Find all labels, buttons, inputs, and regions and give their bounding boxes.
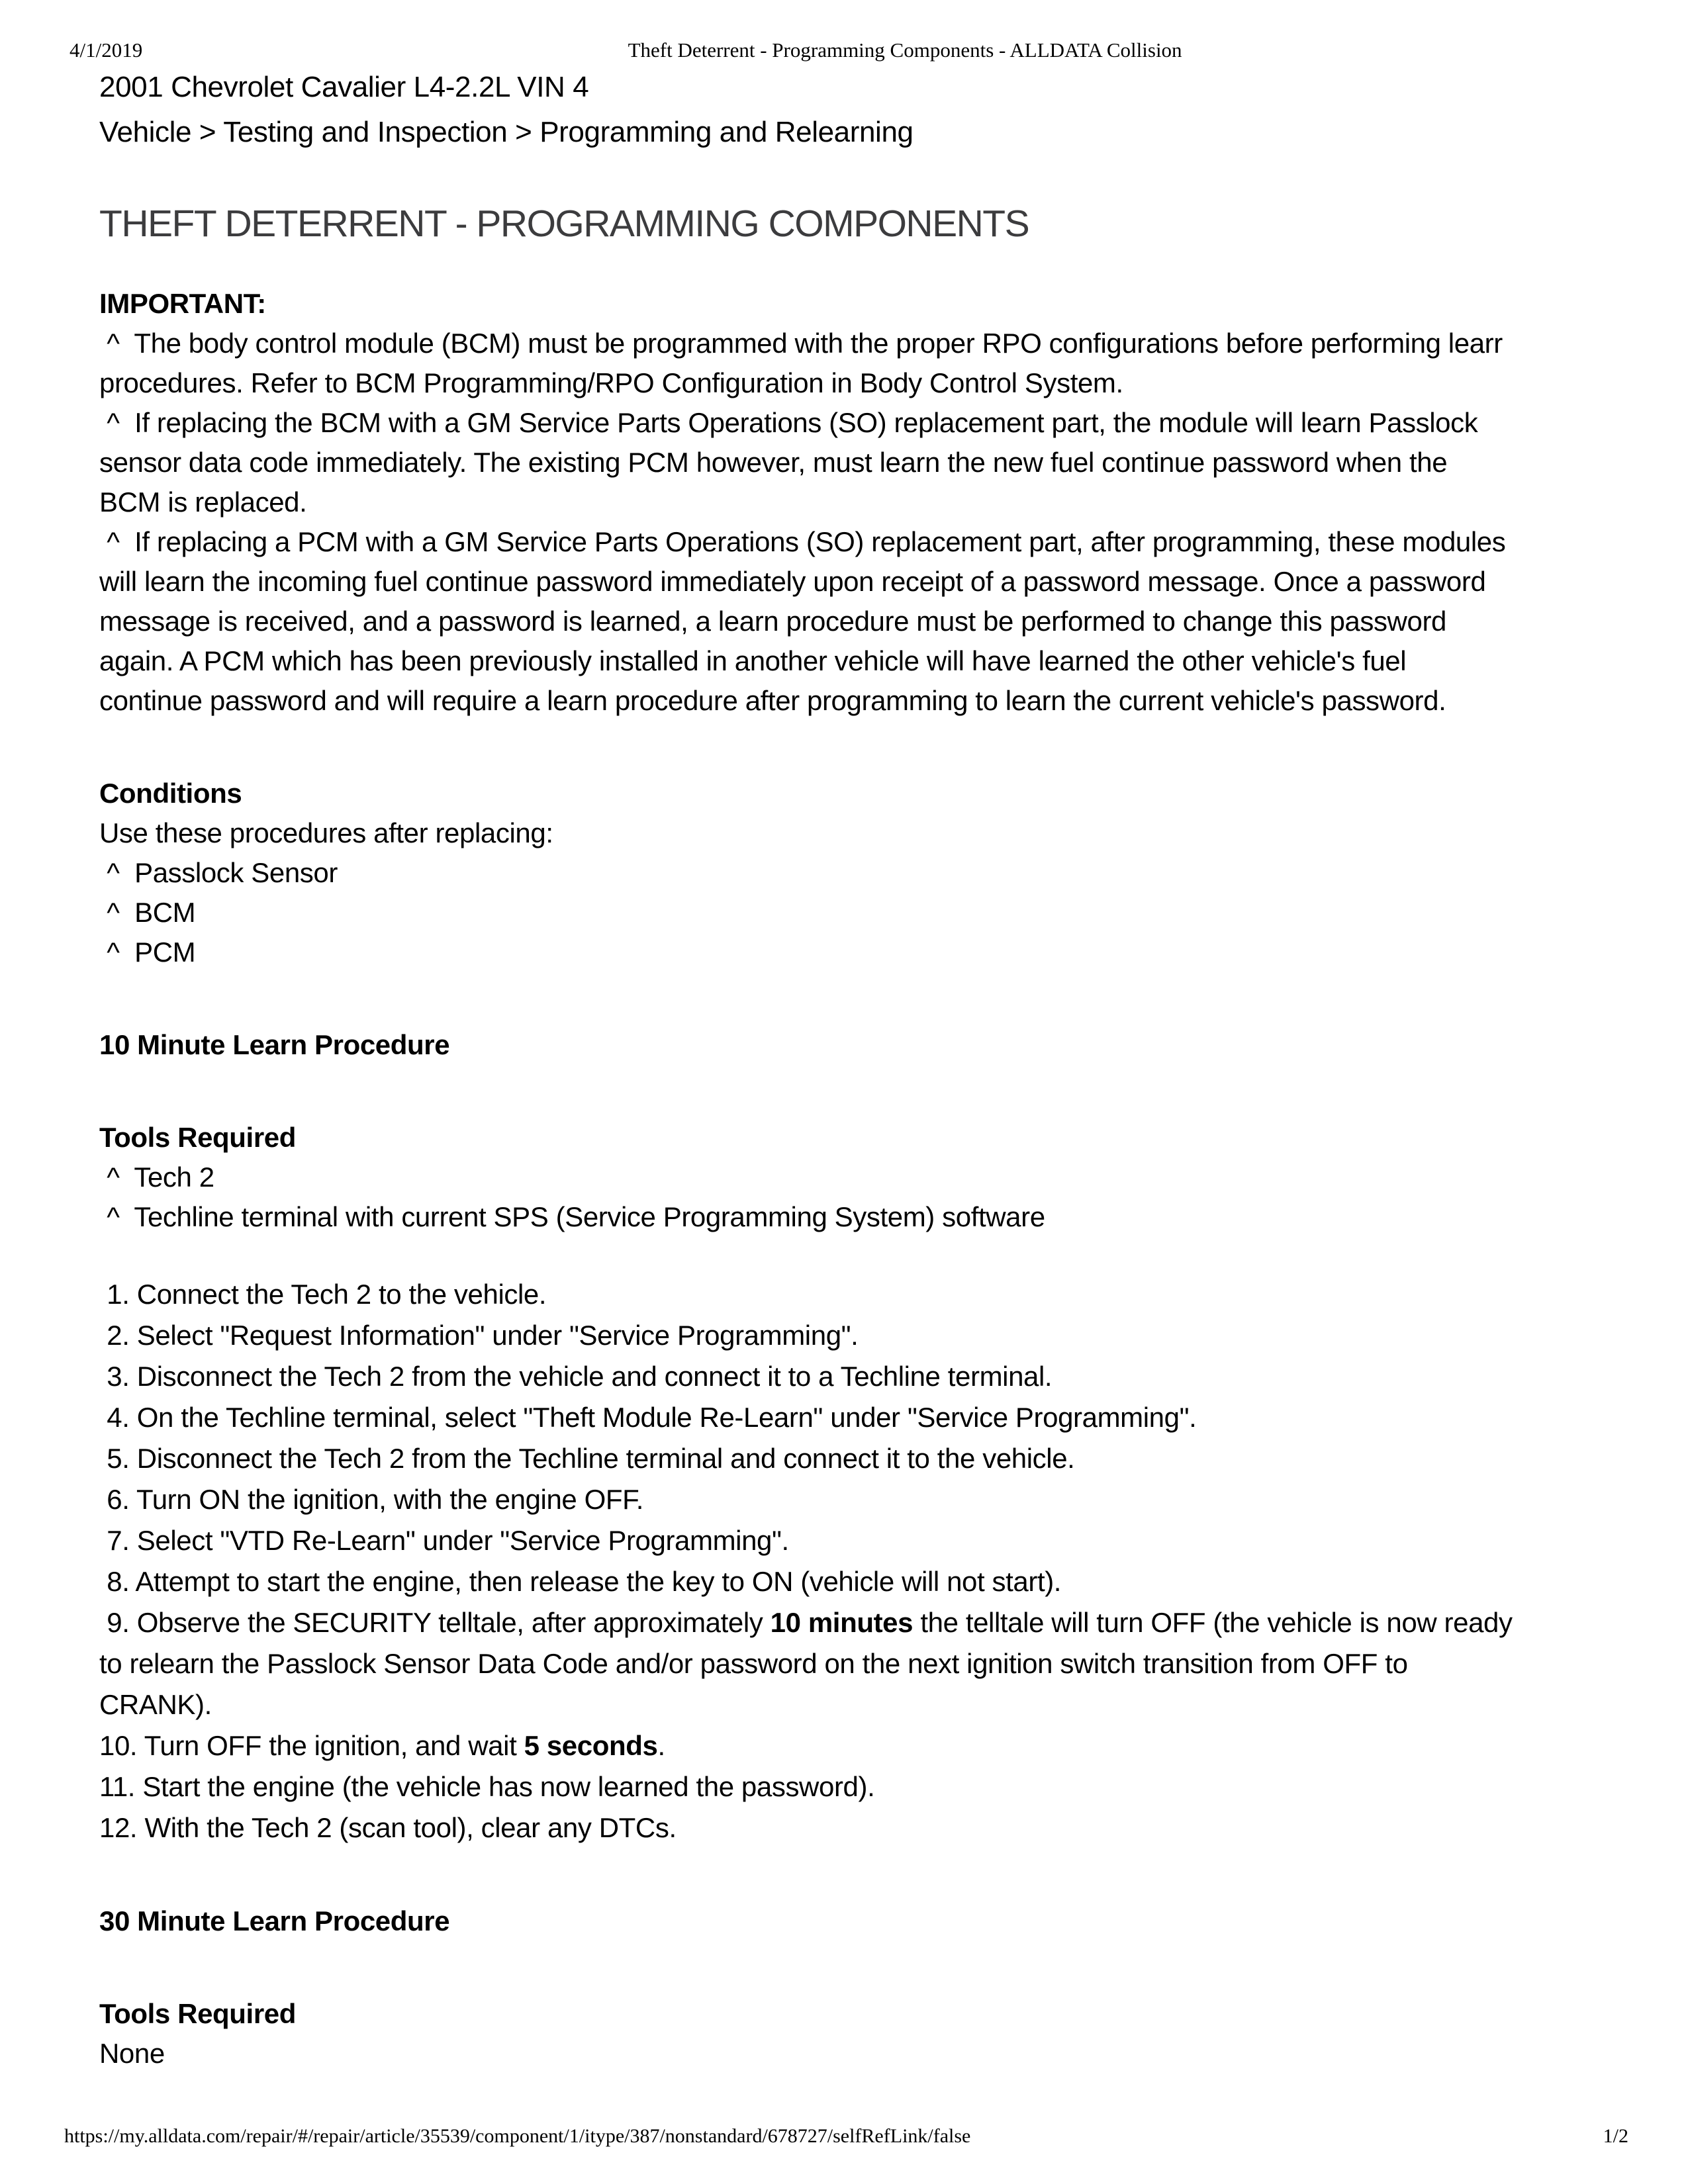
procedure-steps bbox=[99, 1274, 1648, 1848]
text-line: ^ Techline terminal with current SPS (Service Programming System) software bbox=[99, 1201, 1045, 1232]
text-line: 6. Turn ON the ignition, with the engine OFF. bbox=[99, 1484, 644, 1515]
text-line: continue password and will require a learn procedure after programming to learn the current vehicle's password. bbox=[99, 685, 1446, 716]
text-line: 2. Select "Request Information" under "Service Programming". bbox=[99, 1320, 859, 1351]
text-line: 5. Disconnect the Tech 2 from the Techline terminal and connect it to the vehicle. bbox=[99, 1443, 1075, 1474]
page-number: 1/2 bbox=[1603, 2125, 1628, 2147]
tools-required-heading-2: Tools Required bbox=[99, 1998, 296, 2029]
text-line: procedures. Refer to BCM Programming/RPO Configuration in Body Control System. bbox=[99, 367, 1123, 398]
tools-required-list-1 bbox=[99, 1158, 1648, 1237]
tools-required-list-2 bbox=[99, 2034, 1648, 2073]
text-line: 8. Attempt to start the engine, then release the key to ON (vehicle will not start). bbox=[99, 1566, 1062, 1597]
text-line: ^ If replacing the BCM with a GM Service Parts Operations (SO) replacement part, the module will learn Passlock bbox=[99, 407, 1478, 438]
text-line: ^ The body control module (BCM) must be programmed with the proper RPO configurations before performing learr bbox=[99, 328, 1503, 359]
breadcrumb: Vehicle > Testing and Inspection > Programming and Relearning bbox=[99, 116, 914, 148]
text-line: BCM is replaced. bbox=[99, 486, 307, 518]
print-header-title: Theft Deterrent - Programming Components - ALLDATA Collision bbox=[628, 38, 1182, 62]
tools-required-heading-1: Tools Required bbox=[99, 1122, 296, 1153]
vehicle-title: 2001 Chevrolet Cavalier L4-2.2L VIN 4 bbox=[99, 71, 589, 103]
thirty-minute-procedure-heading: 30 Minute Learn Procedure bbox=[99, 1905, 450, 1936]
print-footer bbox=[64, 2124, 1628, 2151]
text-line: ^ Tech 2 bbox=[99, 1161, 214, 1193]
text-line: 7. Select "VTD Re-Learn" under "Service Programming". bbox=[99, 1525, 789, 1556]
text-line: 3. Disconnect the Tech 2 from the vehicle and connect it to a Techline terminal. bbox=[99, 1361, 1053, 1392]
conditions-list bbox=[99, 813, 1648, 972]
text-line: None bbox=[99, 2038, 165, 2069]
text-line: 11. Start the engine (the vehicle has now learned the password). bbox=[99, 1771, 875, 1802]
text-line: ^ If replacing a PCM with a GM Service Parts Operations (SO) replacement part, after programming, these modules bbox=[99, 526, 1506, 557]
text-line: 9. Observe the SECURITY telltale, after approximately 10 minutes the telltale will turn OFF (the vehicle is now ready bbox=[99, 1607, 1513, 1638]
text-line: will learn the incoming fuel continue password immediately upon receipt of a password message. Once a password bbox=[99, 566, 1486, 597]
text-line: sensor data code immediately. The existing PCM however, must learn the new fuel continue password when the bbox=[99, 447, 1448, 478]
print-date: 4/1/2019 bbox=[70, 38, 143, 62]
text-line: ^ BCM bbox=[99, 897, 196, 928]
text-line: to relearn the Passlock Sensor Data Code and/or password on the next ignition switch transition from OFF to bbox=[99, 1648, 1408, 1679]
text-line: again. A PCM which has been previously installed in another vehicle will have learned the other vehicle's fuel bbox=[99, 645, 1407, 676]
source-url: https://my.alldata.com/repair/#/repair/article/35539/component/1/itype/387/nonstandard/678727/selfRefLink/false bbox=[64, 2125, 971, 2147]
text-line: 10. Turn OFF the ignition, and wait 5 seconds. bbox=[99, 1730, 665, 1761]
text-line: 12. With the Tech 2 (scan tool), clear any DTCs. bbox=[99, 1812, 677, 1843]
text-line: ^ Passlock Sensor bbox=[99, 857, 338, 888]
important-notes bbox=[99, 324, 1648, 721]
important-heading: IMPORTANT: bbox=[99, 288, 266, 319]
text-line: message is received, and a password is learned, a learn procedure must be performed to change this password bbox=[99, 606, 1446, 637]
ten-minute-procedure-heading: 10 Minute Learn Procedure bbox=[99, 1029, 450, 1060]
text-line: ^ PCM bbox=[99, 936, 196, 968]
text-line: 4. On the Techline terminal, select "Theft Module Re-Learn" under "Service Programming". bbox=[99, 1402, 1197, 1433]
text-line: Use these procedures after replacing: bbox=[99, 817, 553, 848]
text-line: 1. Connect the Tech 2 to the vehicle. bbox=[99, 1279, 547, 1310]
page-title: THEFT DETERRENT - PROGRAMMING COMPONENTS bbox=[99, 203, 1029, 245]
print-header bbox=[70, 38, 1618, 65]
document-content bbox=[99, 69, 1648, 2073]
text-line: CRANK). bbox=[99, 1689, 212, 1720]
conditions-heading: Conditions bbox=[99, 778, 242, 809]
